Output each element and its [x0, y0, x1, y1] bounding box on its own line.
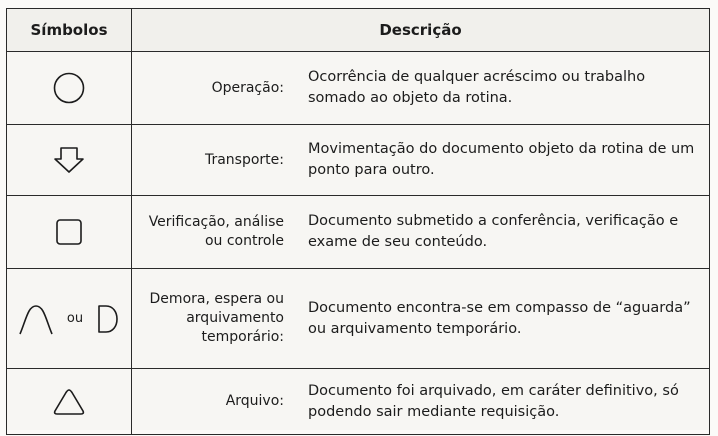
triangle-icon: [52, 387, 86, 417]
description-cell: [132, 52, 710, 125]
table-row: [7, 196, 710, 269]
symbol-cell: [7, 269, 132, 369]
table-header-row: [7, 9, 710, 52]
symbols-table: [6, 8, 710, 435]
row-label: Arquivo:: [225, 393, 284, 409]
row-description: Ocorrência de qualquer acréscimo ou trabalho somado ao objeto da rotina.: [308, 69, 646, 106]
delay-d-icon: [96, 303, 120, 335]
table-row: [7, 269, 710, 369]
row-label: Verificação, análise ou controle: [148, 214, 284, 249]
table-row: [7, 52, 710, 125]
row-label: Operação:: [211, 79, 284, 96]
delay-arch-icon: [18, 302, 54, 336]
row-label: Transporte:: [204, 151, 284, 168]
row-description: Documento encontra-se em compasso de “aguarda” ou arquivamento temporário.: [308, 299, 691, 337]
description-cell: [132, 269, 710, 369]
description-cell: [132, 125, 710, 196]
row-description: Documento submetido a conferência, verificação e exame de seu conteúdo.: [308, 213, 679, 250]
header-description: Descrição: [132, 9, 710, 52]
description-cell: [132, 369, 710, 435]
row-description: Movimentação do documento objeto da rotina de um ponto para outro.: [308, 141, 695, 178]
circle-icon: [52, 71, 86, 105]
symbol-cell: [7, 52, 132, 125]
table-row: [7, 125, 710, 196]
description-cell: [132, 196, 710, 269]
row-label: Demora, espera ou arquivamento temporário:: [149, 291, 284, 345]
symbol-cell: [7, 125, 132, 196]
table-row: [7, 369, 710, 435]
down-arrow-icon: [52, 145, 86, 175]
row-description: Documento foi arquivado, em caráter definitivo, só podendo sair mediante requisição.: [308, 382, 679, 420]
symbol-cell: [7, 369, 132, 435]
header-symbols: Símbolos: [7, 9, 132, 52]
or-text: ou: [66, 311, 84, 326]
symbol-cell: [7, 196, 132, 269]
square-icon: [54, 217, 84, 247]
